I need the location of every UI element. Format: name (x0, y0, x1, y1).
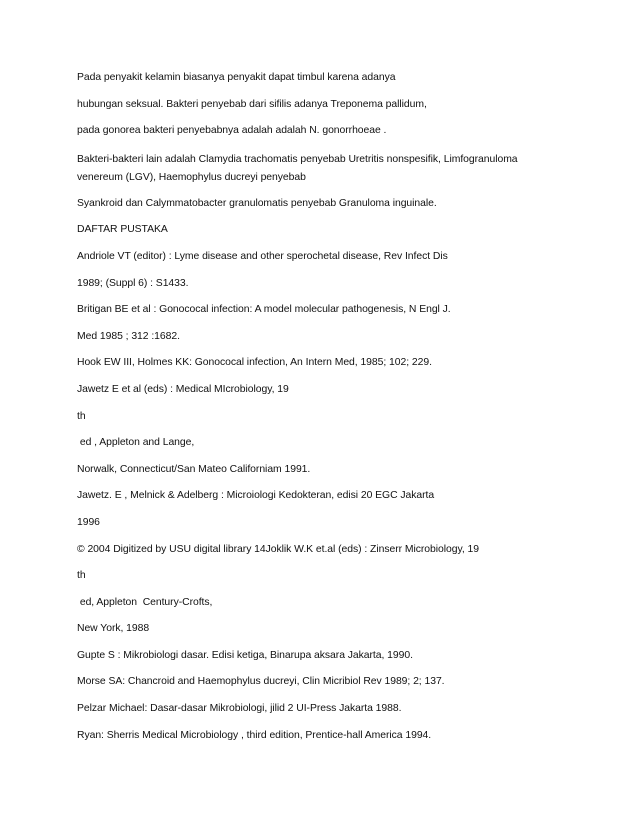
reference-line-13: th (77, 570, 86, 582)
reference-line-12: © 2004 Digitized by USU digital library 14Joklik W.K et.al (eds) : Zinserr Microbiology, 19 (77, 543, 479, 555)
paragraph-1: Pada penyakit kelamin biasanya penyakit dapat timbul karena adanya (77, 72, 396, 83)
reference-line-4: Med 1985 ; 312 :1682. (77, 330, 180, 342)
reference-line-8: ed , Appleton and Lange, (77, 437, 195, 449)
reference-line-6: Jawetz E et al (eds) : Medical MIcrobiology, 19 (77, 383, 289, 395)
document-page (77, 71, 607, 743)
reference-line-19: Ryan: Sherris Medical Microbiology , third edition, Prentice-hall America 1994. (77, 729, 432, 741)
reference-line-11: 1996 (77, 516, 100, 528)
reference-line-2: 1989; (Suppl 6) : S1433. (77, 277, 189, 289)
reference-line-14: ed, Appleton Century-Crofts, (77, 596, 213, 608)
reference-line-9: Norwalk, Connecticut/San Mateo Californiam 1991. (77, 463, 311, 475)
paragraph-5: Syankroid dan Calymmatobacter granulomatis penyebab Granuloma inguinale. (77, 197, 437, 209)
paragraph-4: Bakteri-bakteri lain adalah Clamydia trachomatis penyebab Uretritis nonspesifik, Limfogranuloma venereum (LGV), Haemophylus ducreyi penyebab (77, 153, 518, 183)
paragraph-3: pada gonorea bakteri penyebabnya adalah adalah N. gonorrhoeae . (77, 125, 387, 137)
reference-line-10: Jawetz. E , Melnick & Adelberg : Microiologi Kedokteran, edisi 20 EGC Jakarta (77, 490, 435, 502)
reference-line-16: Gupte S : Mikrobiologi dasar. Edisi ketiga, Binarupa aksara Jakarta, 1990. (77, 649, 413, 661)
reference-line-7: th (77, 410, 86, 422)
reference-line-5: Hook EW III, Holmes KK: Gonococal infection, An Intern Med, 1985; 102; 229. (77, 357, 432, 369)
reference-line-17: Morse SA: Chancroid and Haemophylus ducreyi, Clin Micribiol Rev 1989; 2; 137. (77, 676, 445, 688)
reference-line-18: Pelzar Michael: Dasar-dasar Mikrobiologi, jilid 2 UI-Press Jakarta 1988. (77, 703, 402, 715)
reference-line-3: Britigan BE et al : Gonococal infection: A model molecular pathogenesis, N Engl J. (77, 304, 451, 316)
paragraph-2: hubungan seksual. Bakteri penyebab dari sifilis adanya Treponema pallidum, (77, 98, 427, 110)
references-heading: DAFTAR PUSTAKA (77, 224, 168, 236)
reference-line-1: Andriole VT (editor) : Lyme disease and other sperochetal disease, Rev Infect Dis (77, 250, 448, 262)
reference-line-15: New York, 1988 (77, 623, 150, 635)
